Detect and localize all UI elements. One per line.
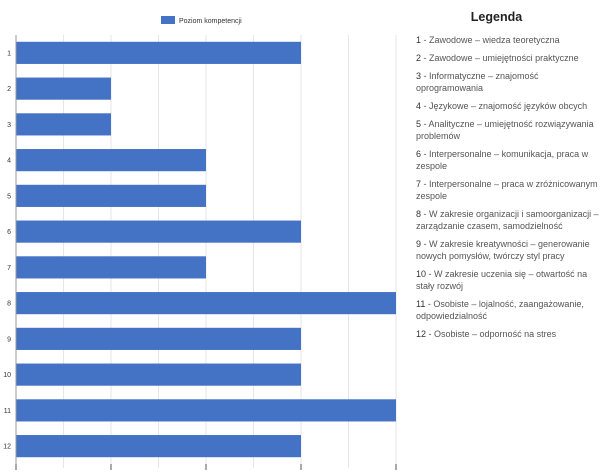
legend-item-text: - Zawodowe – wiedza teoretyczna	[421, 35, 560, 45]
bar	[16, 364, 301, 386]
legend-item-number: 1	[416, 35, 422, 45]
legend-title: Legenda	[470, 10, 523, 24]
legend-item	[416, 208, 607, 232]
category-label: 12	[3, 443, 11, 451]
legend-item-text: - Interpersonalne – komunikacja, praca w zespole	[416, 149, 589, 171]
bar	[16, 185, 206, 207]
legend-item-number: 6	[416, 149, 422, 159]
legend-item-number: 12	[416, 329, 427, 339]
bar	[16, 256, 206, 278]
bar	[16, 78, 111, 100]
bar	[16, 221, 301, 243]
legend-item-text: - W zakresie organizacji i samoorganizacji – zarządzanie czasem, samodzielność	[416, 209, 599, 231]
category-label: 11	[3, 407, 11, 415]
series-legend-label: Poziom kompetencji	[179, 18, 242, 25]
legend-item	[416, 298, 607, 322]
legend-item	[416, 118, 607, 142]
legend-item	[416, 328, 607, 340]
category-label: 9	[7, 336, 11, 344]
legend-list	[416, 34, 607, 340]
legend-item-text: - Osobiste – odporność na stres	[426, 329, 557, 339]
bar	[16, 149, 206, 171]
legend-item-text: - Zawodowe – umiejętności praktyczne	[421, 53, 579, 63]
bar	[16, 435, 301, 457]
legend-item	[416, 238, 607, 262]
legend-item	[416, 100, 607, 112]
legend-item	[416, 178, 607, 202]
legend-item-text: - Analityczne – umiejętność rozwiązywania problemów	[416, 119, 594, 141]
legend-item-number: 8	[416, 209, 422, 219]
legend-item	[416, 34, 607, 46]
legend-item-text: - Językowe – znajomość języków obcych	[421, 101, 588, 111]
bar	[16, 292, 396, 314]
legend-item-number: 11	[416, 299, 426, 309]
category-label: 2	[7, 86, 11, 94]
legend-panel	[416, 10, 607, 346]
bar	[16, 42, 301, 64]
bar	[16, 113, 111, 135]
legend-item-text: - W zakresie kreatywności – generowanie nowych pomysłów, twórczy styl pracy	[416, 239, 590, 261]
legend-item	[416, 52, 607, 64]
category-label: 7	[7, 264, 11, 272]
bar	[16, 328, 301, 350]
category-label: 1	[7, 50, 11, 58]
category-label: 3	[7, 121, 11, 129]
legend-item	[416, 268, 607, 292]
category-label: 6	[7, 229, 11, 237]
category-label: 4	[7, 157, 11, 165]
legend-item-text: - Interpersonalne – praca w zróżnicowanym zespole	[416, 179, 598, 201]
legend-item	[416, 148, 607, 172]
series-legend-swatch	[161, 16, 175, 24]
category-label: 8	[7, 300, 11, 308]
category-label: 10	[3, 372, 11, 380]
legend-item-text: - Osobiste – lojalność, zaangażowanie, odpowiedzialność	[416, 299, 584, 321]
legend-item	[416, 70, 607, 94]
legend-item-number: 4	[416, 101, 422, 111]
bar	[16, 399, 396, 421]
legend-item-number: 3	[416, 71, 422, 81]
legend-item-number: 2	[416, 53, 422, 63]
legend-item-number: 7	[416, 179, 422, 189]
legend-item-number: 9	[416, 239, 422, 249]
legend-item-text: - W zakresie uczenia się – otwartość na stały rozwój	[416, 269, 588, 291]
legend-item-number: 10	[416, 269, 427, 279]
legend-item-text: - Informatyczne – znajomość oprogramowania	[416, 71, 539, 93]
category-label: 5	[7, 193, 11, 201]
legend-item-number: 5	[416, 119, 422, 129]
